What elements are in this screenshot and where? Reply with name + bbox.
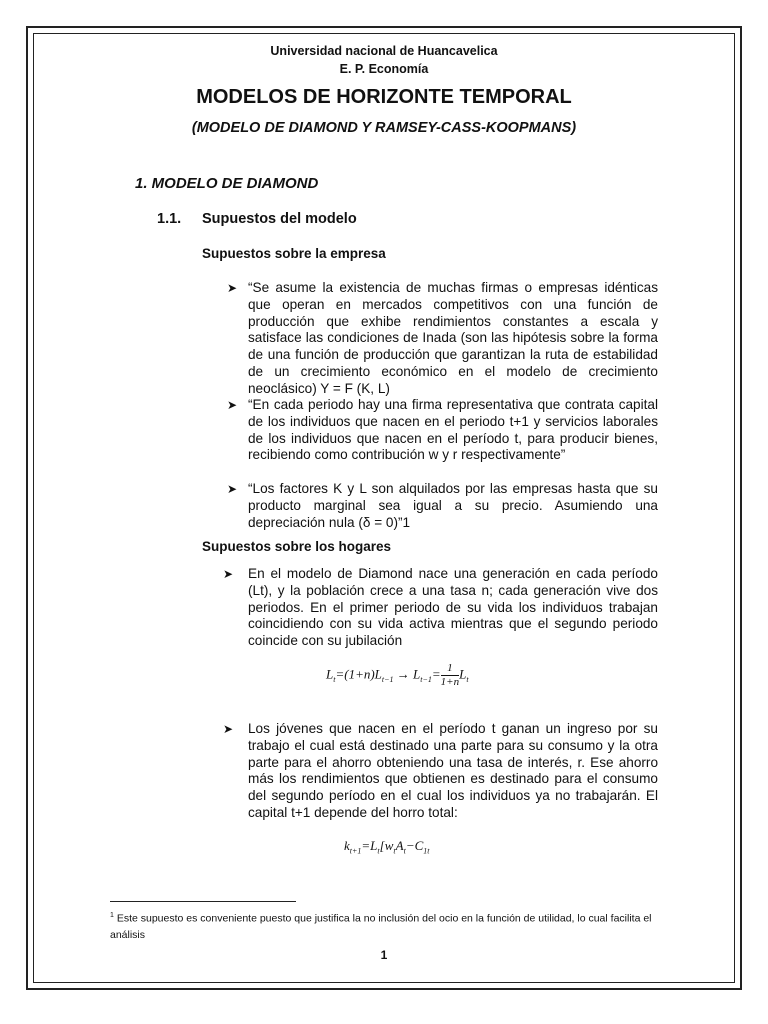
footnote [110, 908, 670, 943]
arrowhead-bullet-icon: ➤ [227, 281, 238, 295]
footnote-marker: 1 [110, 912, 114, 919]
subsection-number: 1.1. [157, 211, 182, 227]
page-subtitle: (MODELO DE DIAMOND Y RAMSEY-CASS-KOOPMANS) [191, 120, 577, 136]
subsection-heading: Supuestos del modelo [202, 211, 357, 227]
page-title: MODELOS DE HORIZONTE TEMPORAL [196, 86, 572, 108]
empresa-bullet-2: “En cada periodo hay una firma representativa que contrata capital de los individuos que nacen en el periodo t+1 y servicios laborales de los individuos que nacen en el período t, para producir bienes, recibiendo como contribución w y r respectivamente” [248, 397, 658, 463]
arrowhead-bullet-icon: ➤ [227, 482, 238, 496]
hogares-heading: Supuestos sobre los hogares [202, 539, 392, 554]
footnote-separator [110, 901, 296, 902]
footnote-text: Este supuesto es conveniente puesto que justifica la no inclusión del ocio en la función de utilidad, lo cual facilita el análisis [110, 912, 652, 941]
hogares-bullet-2: Los jóvenes que nacen en el período t ganan un ingreso por su trabajo el cual está destinado una parte para su consumo y la otra parte para el ahorro obteniendo una tasa de interés, r. Ese ahorro más los rendimientos que obtienen es destinado para el consumo del segundo período en el cual los individuos ya no trabajarán. El capital t+1 depende del horro total: [248, 721, 658, 820]
arrowhead-bullet-icon: ➤ [227, 398, 238, 412]
page-number: 1 [380, 948, 388, 962]
hogares-bullet-1: En el modelo de Diamond nace una generación en cada período (Lt), y la población crece a una tasa n; cada generación vive dos periodos. En el primer periodo de su vida los individuos trabajan coincidiendo con su vida activa mientras que el segundo periodo coincide con su jubilación [248, 566, 658, 649]
arrowhead-bullet-icon: ➤ [223, 567, 234, 581]
section-heading: 1. MODELO DE DIAMOND [135, 175, 319, 192]
empresa-heading: Supuestos sobre la empresa [202, 246, 386, 261]
equation-population: $L_t=(1+n)L_{t-1} \to L_{t-1}=$ $\frac{1}{1+n}$ $L_t$ [326, 662, 469, 688]
empresa-bullet-1: “Se asume la existencia de muchas firmas o empresas idénticas que operan en mercados competitivos con una función de producción que exhibe rendimientos constantes a escala y satisface las condiciones de Inada (son las hipótesis sobre la forma de una función de producción que garantizan la ruta de estabilidad de un crecimiento económico en el modelo de crecimiento neoclásico) Y = F (K, L) [248, 280, 658, 396]
school-name: E. P. Economía [339, 62, 429, 76]
university-name: Universidad nacional de Huancavelica [270, 44, 498, 58]
equation-capital: $k_{t+1}=L_t[w_tA_t-C_{1t}$ [344, 838, 430, 856]
empresa-bullet-3: “Los factores K y L son alquilados por las empresas hasta que su producto marginal sea igual a su precio. Asumiendo una depreciación nula (δ = 0)”1 [248, 481, 658, 530]
arrowhead-bullet-icon: ➤ [223, 722, 234, 736]
